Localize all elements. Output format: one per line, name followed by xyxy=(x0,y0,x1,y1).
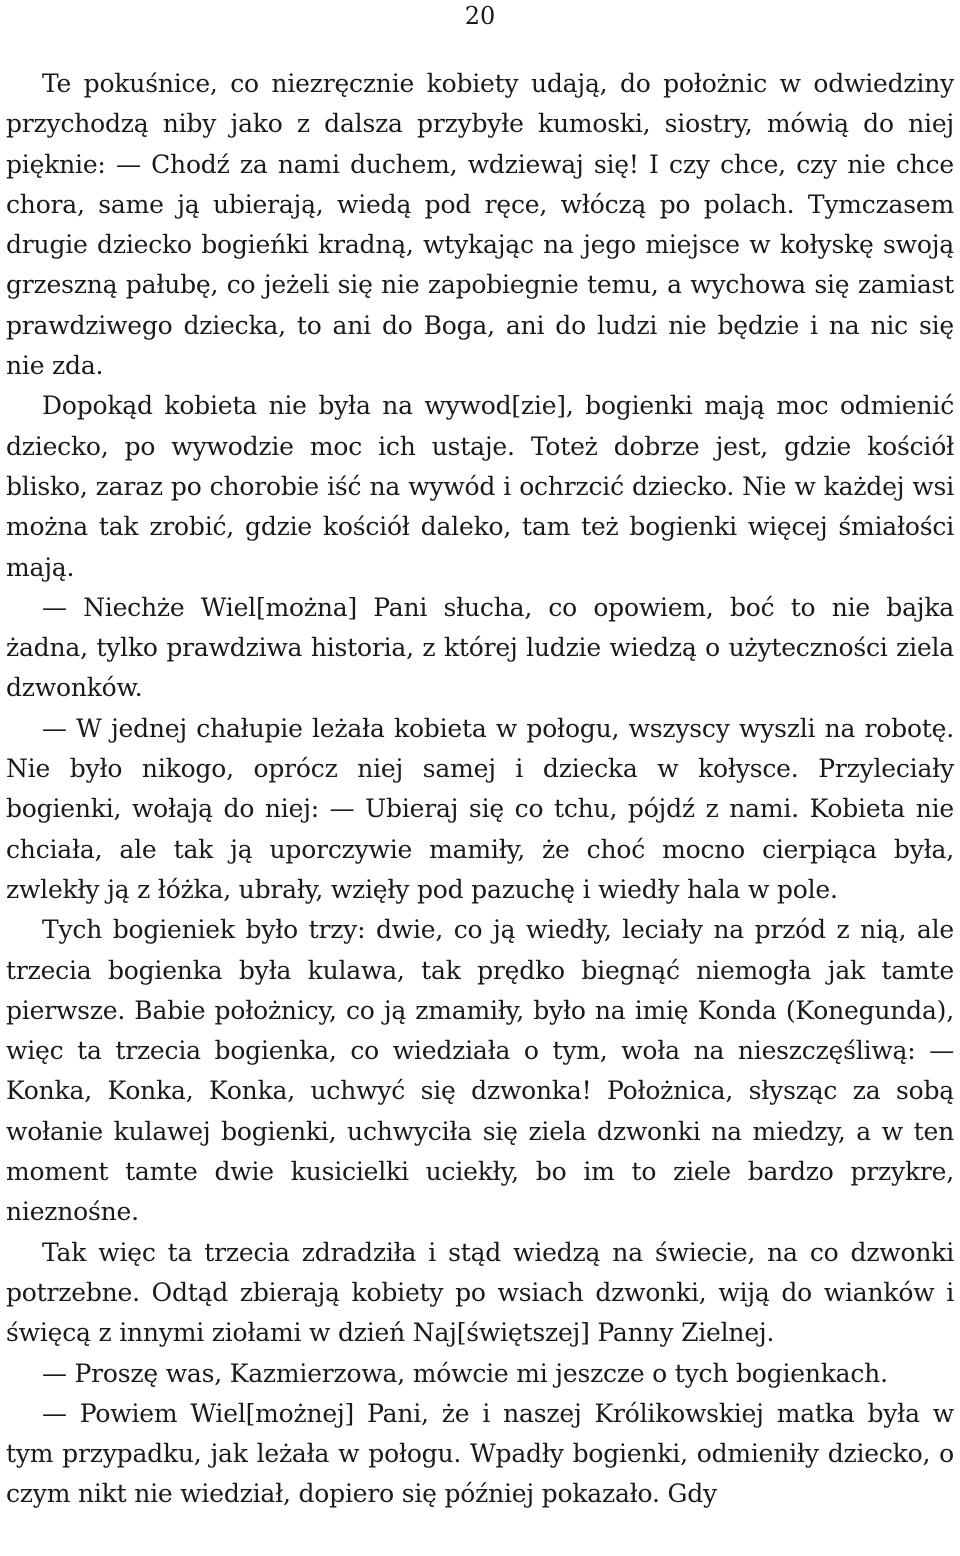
page-number: 20 xyxy=(464,2,496,30)
paragraph: Tak więc ta trzecia zdradziła i stąd wiedzą na świecie, na co dzwonki potrzebne. Odtąd zbierają kobiety po wsiach dzwonki, wiją do wianków i święcą z innymi ziołami w dzień Naj[świętszej] Panny Zielnej. xyxy=(6,1237,954,1348)
paragraph: — W jednej chałupie leżała kobieta w połogu, wszyscy wyszli na robotę. Nie było nikogo, oprócz niej samej i dziecka w kołysce. Przyleciały bogienki, wołają do niej: — Ubieraj się co tchu, pójdź z nami. Kobieta nie chciała, ale tak ją uporczywie mamiły, że choć mocno cierpiąca była, zwlekły ją z łóżka, ubrały, wzięły pod pazuchę i wiedły hala w pole. xyxy=(6,713,954,904)
text-body xyxy=(6,64,954,1515)
paragraph: Tych bogieniek było trzy: dwie, co ją wiedły, leciały na przód z nią, ale trzecia bogienka była kulawa, tak prędko biegnąć niemogła jak tamte pierwsze. Babie położnicy, co ją zmamiły, było na imię Konda (Konegunda), więc ta trzecia bogienka, co wiedziała o tym, woła na nieszczęśliwą: — Konka, Konka, Konka, uchwyć się dzwonka! Położnica, słysząc za sobą wołanie kulawej bogienki, uchwyciła się ziela dzwonki na miedzy, a w ten moment tamte dwie kusicielki uciekły, bo im to ziele bardzo przykre, nieznośne. xyxy=(6,915,954,1227)
paragraph: — Proszę was, Kazmierzowa, mówcie mi jeszcze o tych bogienkach. xyxy=(42,1358,888,1388)
paragraph: Te pokuśnice, co niezręcznie kobiety udają, do położnic w odwiedziny przychodzą niby jako z dalsza przybyłe kumoski, siostry, mówią do niej pięknie: — Chodź za nami duchem, wdziewaj się! I czy chce, czy nie chce chora, same ją ubierają, wiedą pod ręce, włóczą po polach. Tymczasem drugie dziecko bogieńki kradną, wtykając na jego miejsce w kołyskę swoją grzeszną pałubę, co jeżeli się nie zapobiegnie temu, a wychowa się zamiast prawdziwego dziecka, to ani do Boga, ani do ludzi nie będzie i na nic się nie zda. xyxy=(6,69,954,381)
paragraph: — Niechże Wiel[można] Pani słucha, co opowiem, boć to nie bajka żadna, tylko prawdziwa historia, z której ludzie wiedzą o użyteczności ziela dzwonków. xyxy=(6,592,954,703)
paragraph: Dopokąd kobieta nie była na wywod[zie], bogienki mają moc odmienić dziecko, po wywodzie moc ich ustaje. Toteż dobrze jest, gdzie kościół blisko, zaraz po chorobie iść na wywód i ochrzcić dziecko. Nie w każdej wsi można tak zrobić, gdzie kościół daleko, tam też bogienki więcej śmiałości mają. xyxy=(6,391,954,582)
paragraph: — Powiem Wiel[możnej] Pani, że i naszej Królikowskiej matka była w tym przypadku, jak leżała w połogu. Wpadły bogienki, odmieniły dziecko, o czym nikt nie wiedział, dopiero się później pokazało. Gdy xyxy=(6,1398,954,1509)
